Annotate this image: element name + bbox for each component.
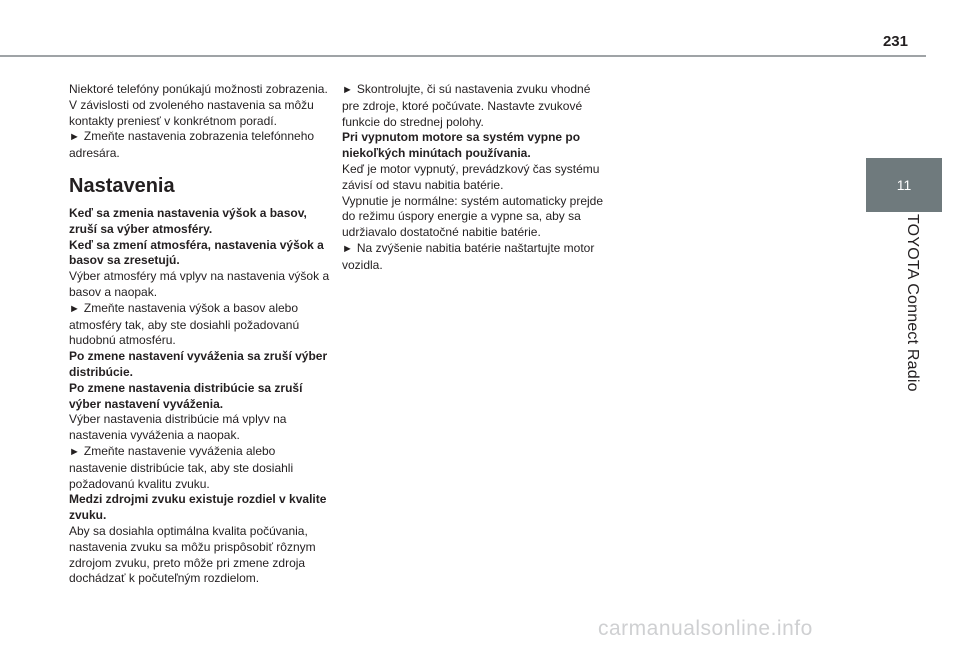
page-number: 231	[882, 33, 908, 50]
bold-note: Medzi zdrojmi zvuku existuje rozdiel v kvalite zvuku.	[69, 492, 327, 523]
bold-note: Keď sa zmení atmosféra, nastavenia výšok a basov sa zresetujú.	[69, 237, 324, 268]
chapter-title: TOYOTA Connect Radio	[904, 214, 921, 392]
body-text: Výber atmosféry má vplyv na nastavenia výšok a basov a naopak.	[69, 269, 330, 299]
bullet-arrow-icon: ►	[342, 84, 353, 96]
step-item	[342, 241, 604, 274]
step-text: Skontrolujte, či sú nastavenia zvuku vhodné pre zdroje, ktoré počúvate. Nastavte zvukové funkcie do strednej polohy.	[342, 82, 591, 129]
step-text: Zmeňte nastavenia zobrazenia telefónneho adresára.	[69, 129, 315, 161]
chapter-number: 11	[896, 177, 912, 193]
watermark: carmanualsonline.info	[598, 617, 813, 640]
step-text: Na zvýšenie nabitia batérie naštartujte motor vozidla.	[342, 240, 595, 272]
body-text: Keď je motor vypnutý, prevádzkový čas systému závisí od stavu nabitia batérie.	[342, 161, 600, 192]
top-rule	[0, 55, 926, 57]
body-text: Výber nastavenia distribúcie má vplyv na nastavenia vyváženia a naopak.	[69, 412, 287, 443]
right-column	[342, 82, 604, 274]
bold-note: Po zmene nastavenia distribúcie sa zruší výber nastavení vyváženia.	[69, 380, 303, 411]
step-item	[69, 301, 331, 349]
step-item	[342, 82, 604, 130]
bullet-arrow-icon: ►	[69, 131, 80, 144]
body-text: Aby sa dosiahla optimálna kvalita počúvania, nastavenia zvuku sa môžu prispôsobiť rôznym zdrojom zvuku, preto môže pri zmene zdroja dochádzať k počuteľným rozdielom.	[69, 523, 316, 586]
bold-note: Po zmene nastavení vyváženia sa zruší výber distribúcie.	[69, 349, 328, 379]
left-column	[69, 82, 331, 587]
step-text: Zmeňte nastavenie vyváženia alebo nastavenie distribúcie tak, aby ste dosiahli požadovanú kvalitu zvuku.	[69, 443, 294, 491]
bullet-arrow-icon: ►	[69, 445, 80, 458]
chapter-tab	[866, 158, 942, 212]
step-item	[69, 444, 331, 492]
bullet-arrow-icon: ►	[342, 242, 353, 255]
bold-note: Keď sa zmenia nastavenia výšok a basov, zruší sa výber atmosféry.	[69, 205, 307, 236]
step-item	[69, 129, 331, 162]
intro-paragraph: Niektoré telefóny ponúkajú možnosti zobrazenia. V závislosti od zvoleného nastavenia sa môžu kontakty preniesť v konkrétnom poradí.	[69, 82, 328, 128]
step-text: Zmeňte nastavenia výšok a basov alebo atmosféry tak, aby ste dosiahli požadovanú hudobnú atmosféru.	[69, 300, 300, 348]
bold-note: Pri vypnutom motore sa systém vypne po niekoľkých minútach používania.	[342, 130, 581, 161]
body-text: Vypnutie je normálne: systém automaticky prejde do režimu úspory energie a vypne sa, aby sa udržiavalo dostatočné nabitie batérie.	[342, 193, 604, 240]
section-heading: Nastavenia	[69, 174, 175, 197]
bullet-arrow-icon: ►	[69, 302, 80, 315]
